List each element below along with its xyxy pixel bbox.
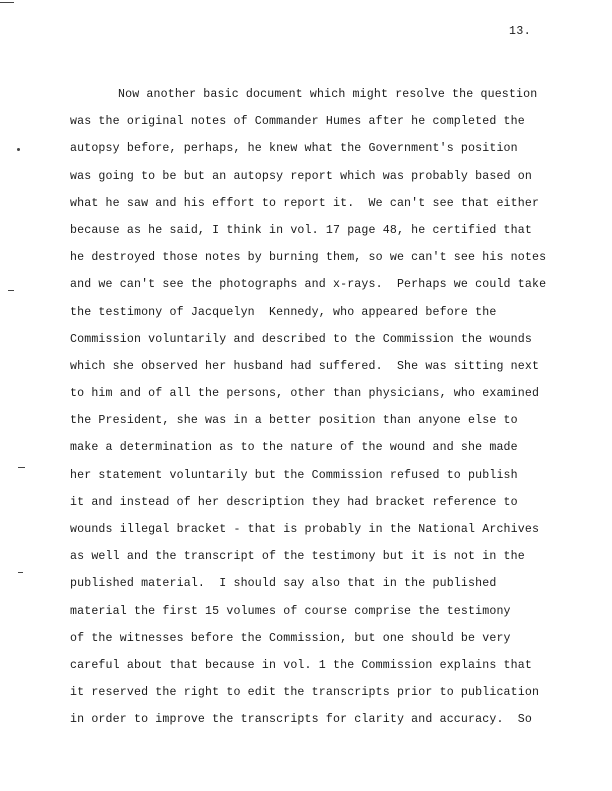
text-line: in order to improve the transcripts for clarity and accuracy. So (70, 713, 532, 727)
scan-mark (0, 2, 14, 3)
text-line: careful about that because in vol. 1 the Commission explains that (70, 658, 532, 672)
text-line: to him and of all the persons, other than physicians, who examined (70, 387, 540, 401)
text-line: was the original notes of Commander Humes after he completed the (70, 115, 525, 129)
text-line: make a determination as to the nature of the wound and she made (70, 441, 518, 455)
scan-mark (18, 572, 23, 573)
text-line: Now another basic document which might resolve the question (118, 88, 538, 101)
text-line: of the witnesses before the Commission, but one should be very (70, 631, 511, 645)
text-line: what he saw and his effort to report it. We can't see that either (70, 196, 540, 210)
text-line: autopsy before, perhaps, he knew what the Government's position (70, 142, 518, 156)
body-text (70, 81, 570, 734)
text-line: it and instead of her description they had bracket reference to (70, 495, 518, 509)
text-line: and we can't see the photographs and x-rays. Perhaps we could take (70, 278, 547, 292)
text-line: he destroyed those notes by burning them, so we can't see his notes (70, 251, 547, 265)
text-line: as well and the transcript of the testimony but it is not in the (70, 550, 525, 564)
text-line: material the first 15 volumes of course comprise the testimony (70, 604, 511, 618)
scan-mark (17, 148, 20, 151)
text-line: the testimony of Jacquelyn Kennedy, who appeared before the (70, 305, 497, 319)
text-line: it reserved the right to edit the transcripts prior to publication (70, 686, 540, 700)
scan-mark (18, 467, 25, 468)
text-line: which she observed her husband had suffered. She was sitting next (70, 359, 540, 373)
text-line: published material. I should say also that in the published (70, 577, 497, 591)
text-line: the President, she was in a better position than anyone else to (70, 414, 518, 428)
text-line: wounds illegal bracket - that is probably in the National Archives (70, 523, 540, 536)
page-number: 13. (509, 25, 532, 38)
scan-mark (8, 290, 14, 291)
text-line: her statement voluntarily but the Commission refused to publish (70, 468, 518, 482)
text-line: was going to be but an autopsy report which was probably based on (70, 169, 532, 183)
text-line: Commission voluntarily and described to the Commission the wounds (70, 332, 532, 346)
text-line: because as he said, I think in vol. 17 page 48, he certified that (70, 223, 532, 237)
